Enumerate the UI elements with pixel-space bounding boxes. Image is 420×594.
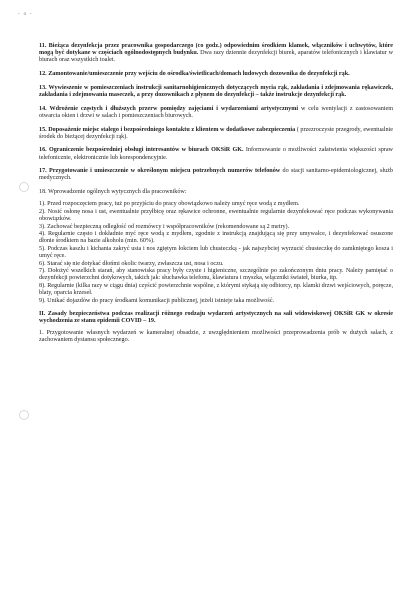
item-16: 16. Ograniczenie bezpośredniej obsługi interesantów w biurach OKSiR GK. Informowanie o możliwości załatwienia większości spraw telefonicznie, elektronicznie lub korespondencyjnie. [39, 147, 393, 161]
section-2-paragraph: 1. Przygotowanie własnych wydarzeń w kameralnej obsadzie, z uwzględnieniem możliwości przeprowadzenia prób w dużych salach, z zachowaniem dystansu społecznego. [39, 329, 393, 343]
guideline-point: 5). Podczas kaszlu i kichania zakryć usta i nos zgiętym łokciem lub chusteczką - jak najszybciej wyrzucić chusteczkę do zamkniętego kosza i umyć ręce. [39, 245, 393, 259]
item-11: 11. Bieżąca dezynfekcja przez pracownika gospodarczego (co godz.) odpowiednim środkiem klamek, włączników i uchwytów, które mogą być dotykane w częściach ogólnodostępnych budynku. Dwa razy dziennie dezynfekcji biurek, aparatów telefonicznych i klawiatur w biurach oraz wszystkich toalet. [39, 43, 393, 64]
guideline-point: 9). Unikać dojazdów do pracy środkami komunikacji publicznej, jeżeli istnieje taka możliwość. [39, 297, 274, 304]
corner-mark: - a - [18, 11, 33, 17]
item-12: 12. Zamontowanie/umieszczenie przy wejściu do ośrodka/świetlicach/domach ludowych dozownika do dezynfekcji rąk. [39, 70, 350, 77]
punch-hole [19, 410, 29, 420]
item-18-heading: 18. Wprowadzenie ogólnych wytycznych dla pracowników: [39, 189, 187, 196]
guideline-point: 7). Dołożyć wszelkich starań, aby stanowiska pracy były czyste i higieniczne, szczególnie po zakończonym dniu pracy. Należy pamiętać o dezynfekcji powierzchni dotykowych, takich jak: słuchawka telefonu, klawiatura i myszka, włączniki świateł, biurka, itp. [39, 268, 393, 282]
guideline-point: 6). Starać się nie dotykać dłońmi okolic twarzy, zwłaszcza ust, nosa i oczu. [39, 260, 224, 267]
guideline-point: 1). Przed rozpoczęciem pracy, tuż po przyjściu do pracy obowiązkowo należy umyć ręce wodą z mydłem. [39, 201, 300, 208]
item-13: 13. Wywieszenie w pomieszczeniach instrukcji sanitarnohigienicznych dotyczących mycia rąk, zakładania i zdejmowania rękawiczek, zakładania i zdejmowania maseczek, a przy dozownikach z płynem do dezynfekcji – także instrukcje dezynfekcji rąk. [39, 84, 393, 98]
punch-hole [19, 182, 29, 192]
item-15: 15. Doposażenie miejsc stałego i bezpośredniego kontaktu z klientem w dodatkowe zabezpieczenia ( przezroczyste przegrody, ewentualnie środek do bieżącej dezynfekcji rąk). [39, 126, 393, 140]
section-2-heading: II. Zasady bezpieczeństwa podczas realizacji różnego rodzaju wydarzeń artystycznych na sali widowiskowej OKSiR GK w okresie wychodzenia ze stanu epidemii COVID – 19. [39, 310, 393, 324]
guideline-point: 4). Regularnie często i dokładnie myć ręce wodą z mydłem, zgodnie z instrukcją znajdującą się przy umywalce, i dezynfekować osuszone dłonie środkiem na bazie alkoholu (min. 60%). [39, 231, 393, 245]
guideline-point: 8). Regularnie (kilka razy w ciągu dnia) czyścić powierzchnie wspólne, z którymi stykają się odbiorcy, np. klamki drzwi wejściowych, poręcze, blaty, oparcia krzeseł. [39, 282, 393, 296]
document-body [39, 43, 393, 351]
item-14: 14. Wdrożenie częstych i dłuższych przerw pomiędzy zajęciami i wydarzeniami artystycznymi w celu wentylacji z zastosowaniem otwarcia okien i drzwi w salach i pomieszczeniach biurowych. [39, 105, 394, 119]
guideline-point: 2). Nosić osłonę nosa i ust, ewentualnie przyłbicę oraz rękawice ochronne, ewentualnie regularnie dezynfekować ręce podczas wykonywania obowiązków. [39, 208, 393, 222]
guideline-point: 3). Zachować bezpieczną odległość od rozmówcy i współpracowników (rekomendowane są 2 metry). [39, 223, 290, 230]
item-17: 17. Przygotowanie i umieszczenie w określonym miejscu potrzebnych numerów telefonów do stacji sanitarno-epidemiologicznej, służb medycznych. [39, 168, 393, 182]
